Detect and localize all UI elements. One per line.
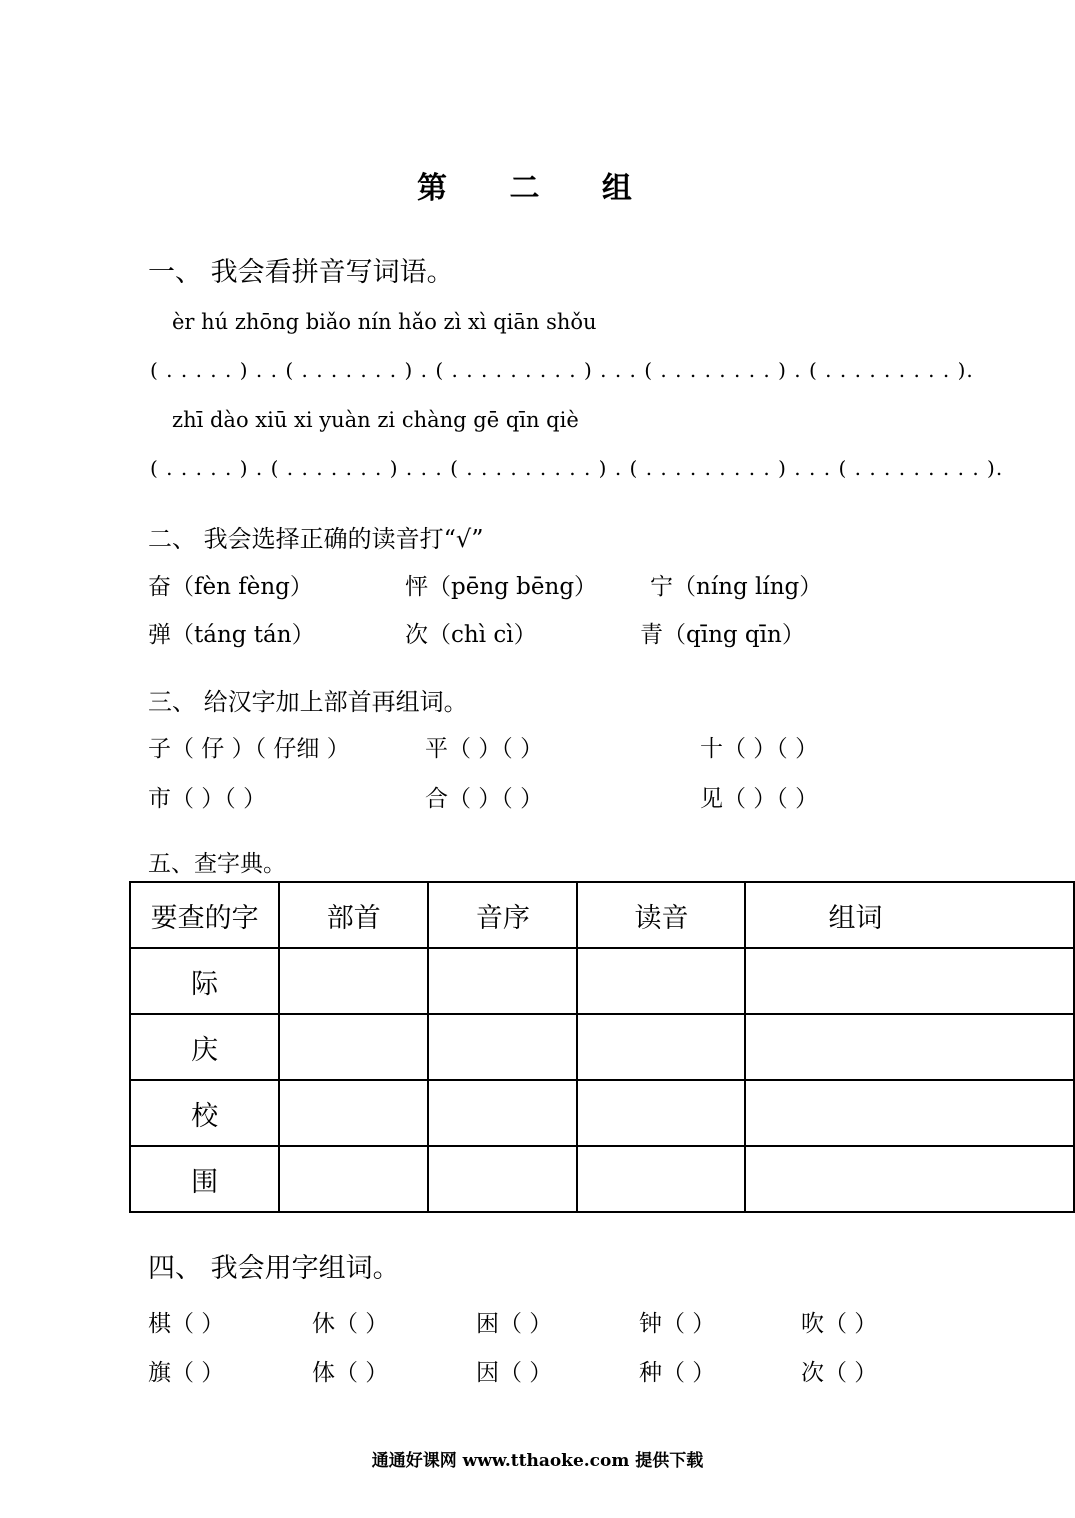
- section2-heading: 二、 我会选择正确的读音打“√”: [148, 525, 484, 553]
- section1-heading: 一、 我会看拼音写词语。: [148, 257, 454, 288]
- column-header: 部首: [279, 882, 428, 948]
- answer-cell[interactable]: [745, 1014, 1074, 1080]
- lookup-char: 庆: [130, 1014, 279, 1080]
- lookup-char: 围: [130, 1146, 279, 1212]
- choice-item[interactable]: 青（qīng qīn）: [640, 622, 805, 648]
- column-header: 音序: [428, 882, 577, 948]
- word-item[interactable]: 吹（ ）: [801, 1311, 878, 1337]
- radical-item[interactable]: 十（ ）（ ）: [700, 736, 819, 762]
- dictionary-table: [129, 881, 1075, 1213]
- answer-cell[interactable]: [577, 1146, 745, 1212]
- answer-cell[interactable]: [745, 1080, 1074, 1146]
- answer-cell[interactable]: [577, 1014, 745, 1080]
- answer-cell[interactable]: [428, 948, 577, 1014]
- choice-item[interactable]: 奋（fèn fèng）: [148, 574, 313, 600]
- column-header: 组词: [745, 882, 1074, 948]
- word-item[interactable]: 体（ ）: [312, 1360, 389, 1386]
- answer-cell[interactable]: [279, 948, 428, 1014]
- table-row: [130, 948, 1074, 1014]
- answer-cell[interactable]: [279, 1146, 428, 1212]
- radical-item[interactable]: 见（ ）（ ）: [700, 786, 819, 812]
- table-header-row: [130, 882, 1074, 948]
- section3-items: [0, 730, 1075, 820]
- table-row: [130, 1146, 1074, 1212]
- answer-cell[interactable]: [428, 1014, 577, 1080]
- page-title: 第 二 组: [417, 171, 658, 206]
- word-item[interactable]: 因（ ）: [476, 1360, 553, 1386]
- choice-item[interactable]: 宁（níng líng）: [650, 574, 823, 600]
- footer-text: 通通好课网 www.tthaoke.com 提供下载: [371, 1451, 704, 1471]
- section3-heading: 三、 给汉字加上部首再组词。: [148, 688, 468, 716]
- pinyin-row-2: zhī dào xiū xi yuàn zi chàng gē qīn qiè: [172, 408, 579, 432]
- word-item[interactable]: 旗（ ）: [148, 1360, 225, 1386]
- lookup-char: 际: [130, 948, 279, 1014]
- answer-blanks-row-1[interactable]: ( . . . . . ) . . ( . . . . . . . ) . ( . . . . . . . . . ) . . . ( . . . . . . . . ) . ( . . . . . . . . . ).: [150, 358, 974, 382]
- section2-items: [0, 568, 1075, 658]
- radical-item[interactable]: 市（ ）（ ）: [148, 786, 267, 812]
- radical-item[interactable]: 子（ 仔 ）（ 仔细 ）: [148, 736, 350, 762]
- word-item[interactable]: 种（ ）: [639, 1360, 716, 1386]
- column-header: 要查的字: [130, 882, 279, 948]
- answer-cell[interactable]: [428, 1080, 577, 1146]
- lookup-char: 校: [130, 1080, 279, 1146]
- answer-cell[interactable]: [577, 1080, 745, 1146]
- answer-blanks-row-2[interactable]: ( . . . . . ) . ( . . . . . . . ) . . . ( . . . . . . . . . ) . ( . . . . . . . . . ) . . . ( . . . . . . . . . ).: [150, 456, 1004, 480]
- choice-item[interactable]: 怦（pēng bēng）: [405, 574, 598, 600]
- answer-cell[interactable]: [745, 948, 1074, 1014]
- pinyin-row-1: èr hú zhōng biǎo nín hǎo zì xì qiān shǒu: [172, 310, 597, 334]
- section4-heading: 四、 我会用字组词。: [148, 1253, 400, 1284]
- table-row: [130, 1014, 1074, 1080]
- answer-cell[interactable]: [745, 1146, 1074, 1212]
- table-row: [130, 1080, 1074, 1146]
- word-item[interactable]: 棋（ ）: [148, 1311, 225, 1337]
- section5-heading: 五、查字典。: [148, 851, 286, 877]
- answer-cell[interactable]: [279, 1014, 428, 1080]
- word-item[interactable]: 次（ ）: [801, 1360, 878, 1386]
- word-item[interactable]: 钟（ ）: [639, 1311, 716, 1337]
- choice-item[interactable]: 弹（táng tán）: [148, 622, 315, 648]
- choice-item[interactable]: 次（chì cì）: [405, 622, 537, 648]
- answer-cell[interactable]: [428, 1146, 577, 1212]
- radical-item[interactable]: 平（ ）（ ）: [425, 736, 544, 762]
- answer-cell[interactable]: [279, 1080, 428, 1146]
- answer-cell[interactable]: [577, 948, 745, 1014]
- column-header: 读音: [577, 882, 745, 948]
- section4-items: [0, 1305, 1075, 1395]
- word-item[interactable]: 休（ ）: [312, 1311, 389, 1337]
- word-item[interactable]: 困（ ）: [476, 1311, 553, 1337]
- radical-item[interactable]: 合（ ）（ ）: [425, 786, 544, 812]
